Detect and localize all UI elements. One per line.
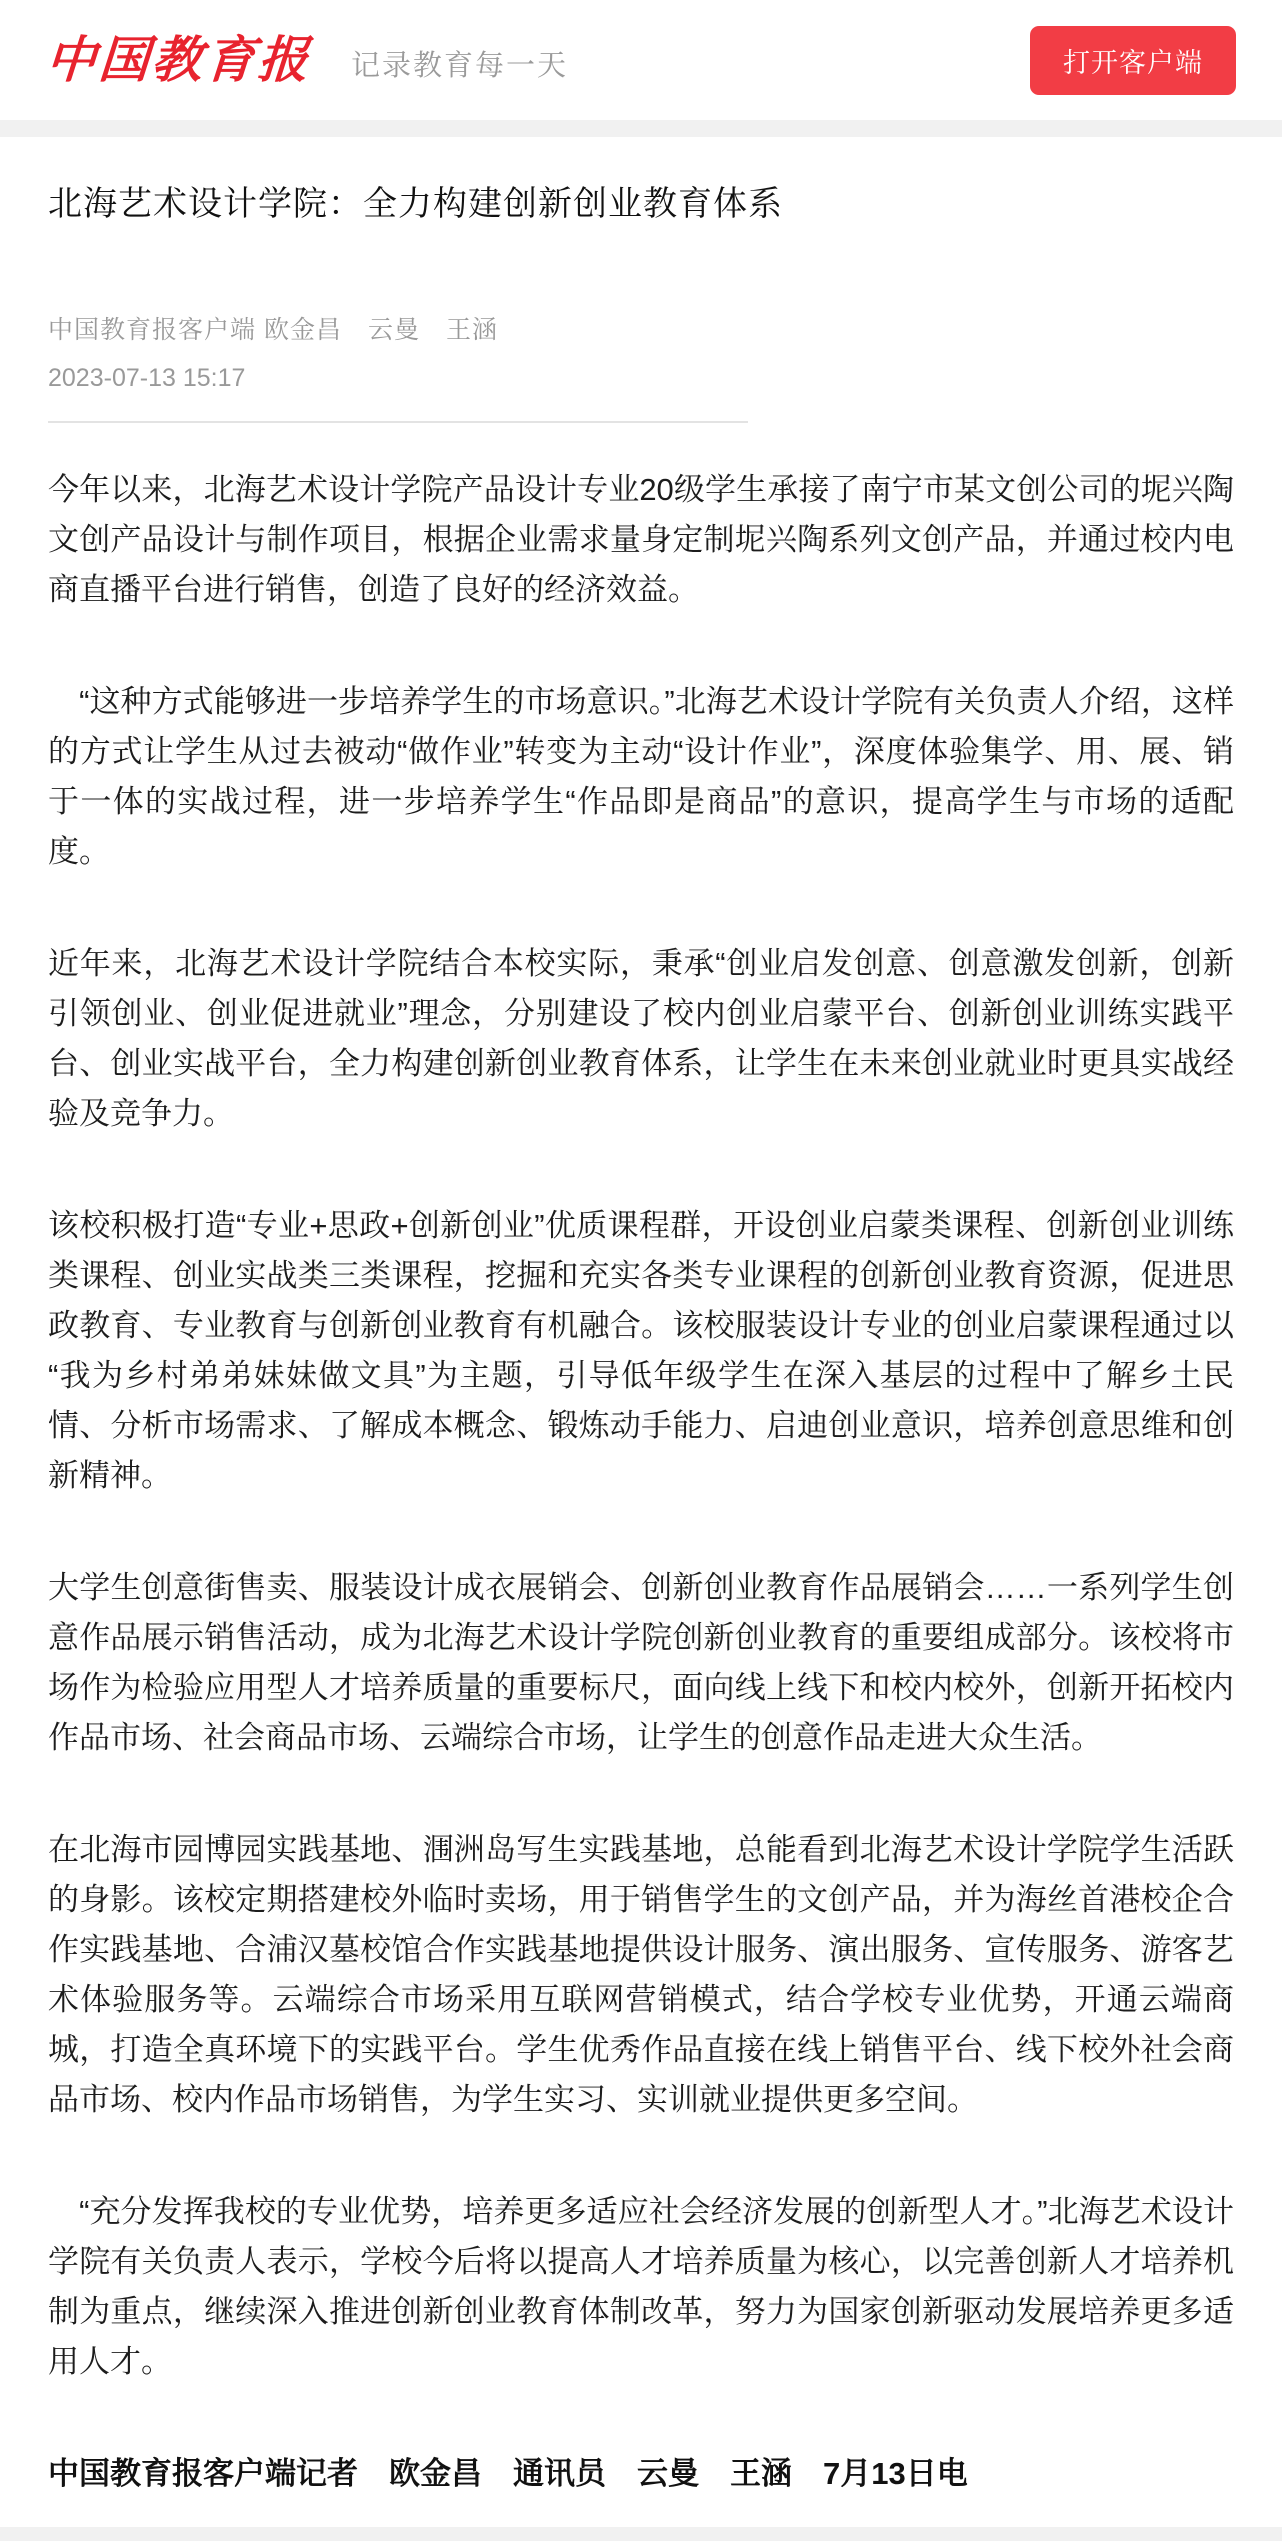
header-separator-strip xyxy=(0,120,1282,137)
article-paragraph: “这种方式能够进一步培养学生的市场意识。”北海艺术设计学院有关负责人介绍，这样的方式让学生从过去被动“做作业”转变为主动“设计作业”，深度体验集学、用、展、销于一体的实战过程，进一步培养学生“作品即是商品”的意识，提高学生与市场的适配度。 xyxy=(48,683,1234,869)
article-container xyxy=(0,183,1282,2527)
publish-time: 2023-07-13 15:17 xyxy=(48,363,246,392)
article-title: 北海艺术设计学院：全力构建创新创业教育体系 xyxy=(48,185,783,223)
open-app-button[interactable]: 打开客户端 xyxy=(1030,26,1236,95)
app-header xyxy=(0,0,1282,120)
article-body xyxy=(48,465,1234,2387)
brand-tagline: 记录教育每一天 xyxy=(351,49,569,82)
article-signature: 中国教育报客户端记者 欧金昌 通讯员 云曼 王涵 7月13日电 xyxy=(48,2455,968,2491)
article-paragraph: “充分发挥我校的专业优势，培养更多适应社会经济发展的创新型人才。”北海艺术设计学院有关负责人表示，学校今后将以提高人才培养质量为核心，以完善创新人才培养机制为重点，继续深入推进创新创业教育体制改革，努力为国家创新驱动发展培养更多适用人才。 xyxy=(48,2193,1234,2379)
bottom-strip xyxy=(0,2527,1282,2541)
article-paragraph: 今年以来，北海艺术设计学院产品设计专业20级学生承接了南宁市某文创公司的坭兴陶文创产品设计与制作项目，根据企业需求量身定制坭兴陶系列文创产品，并通过校内电商直播平台进行销售，创造了良好的经济效益。 xyxy=(48,471,1234,607)
article-paragraph: 在北海市园博园实践基地、涠洲岛写生实践基地，总能看到北海艺术设计学院学生活跃的身影。该校定期搭建校外临时卖场，用于销售学生的文创产品，并为海丝首港校企合作实践基地、合浦汉墓校馆合作实践基地提供设计服务、演出服务、宣传服务、游客艺术体验服务等。云端综合市场采用互联网营销模式，结合学校专业优势，开通云端商城，打造全真环境下的实践平台。学生优秀作品直接在线上销售平台、线下校外社会商品市场、校内作品市场销售，为学生实习、实训就业提供更多空间。 xyxy=(48,1831,1234,2117)
article-byline: 中国教育报客户端 欧金昌 云曼 王涵 xyxy=(48,315,498,344)
brand xyxy=(43,30,569,89)
article-paragraph: 大学生创意街售卖、服装设计成衣展销会、创新创业教育作品展销会……一系列学生创意作品展示销售活动，成为北海艺术设计学院创新创业教育的重要组成部分。该校将市场作为检验应用型人才培养质量的重要标尺，面向线上线下和校内校外，创新开拓校内作品市场、社会商品市场、云端综合市场，让学生的创意作品走进大众生活。 xyxy=(48,1569,1234,1755)
brand-logo: 中国教育报 xyxy=(43,30,314,89)
article-paragraph: 该校积极打造“专业+思政+创新创业”优质课程群，开设创业启蒙类课程、创新创业训练类课程、创业实战类三类课程，挖掘和充实各类专业课程的创新创业教育资源，促进思政教育、专业教育与创新创业教育有机融合。该校服装设计专业的创业启蒙课程通过以“我为乡村弟弟妹妹做文具”为主题，引导低年级学生在深入基层的过程中了解乡土民情、分析市场需求、了解成本概念、锻炼动手能力、启迪创业意识，培养创意思维和创新精神。 xyxy=(48,1207,1234,1493)
article-paragraph: 近年来，北海艺术设计学院结合本校实际，秉承“创业启发创意、创意激发创新，创新引领创业、创业促进就业”理念，分别建设了校内创业启蒙平台、创新创业训练实践平台、创业实战平台，全力构建创新创业教育体系，让学生在未来创业就业时更具实战经验及竞争力。 xyxy=(48,945,1234,1131)
divider-line xyxy=(48,421,748,423)
